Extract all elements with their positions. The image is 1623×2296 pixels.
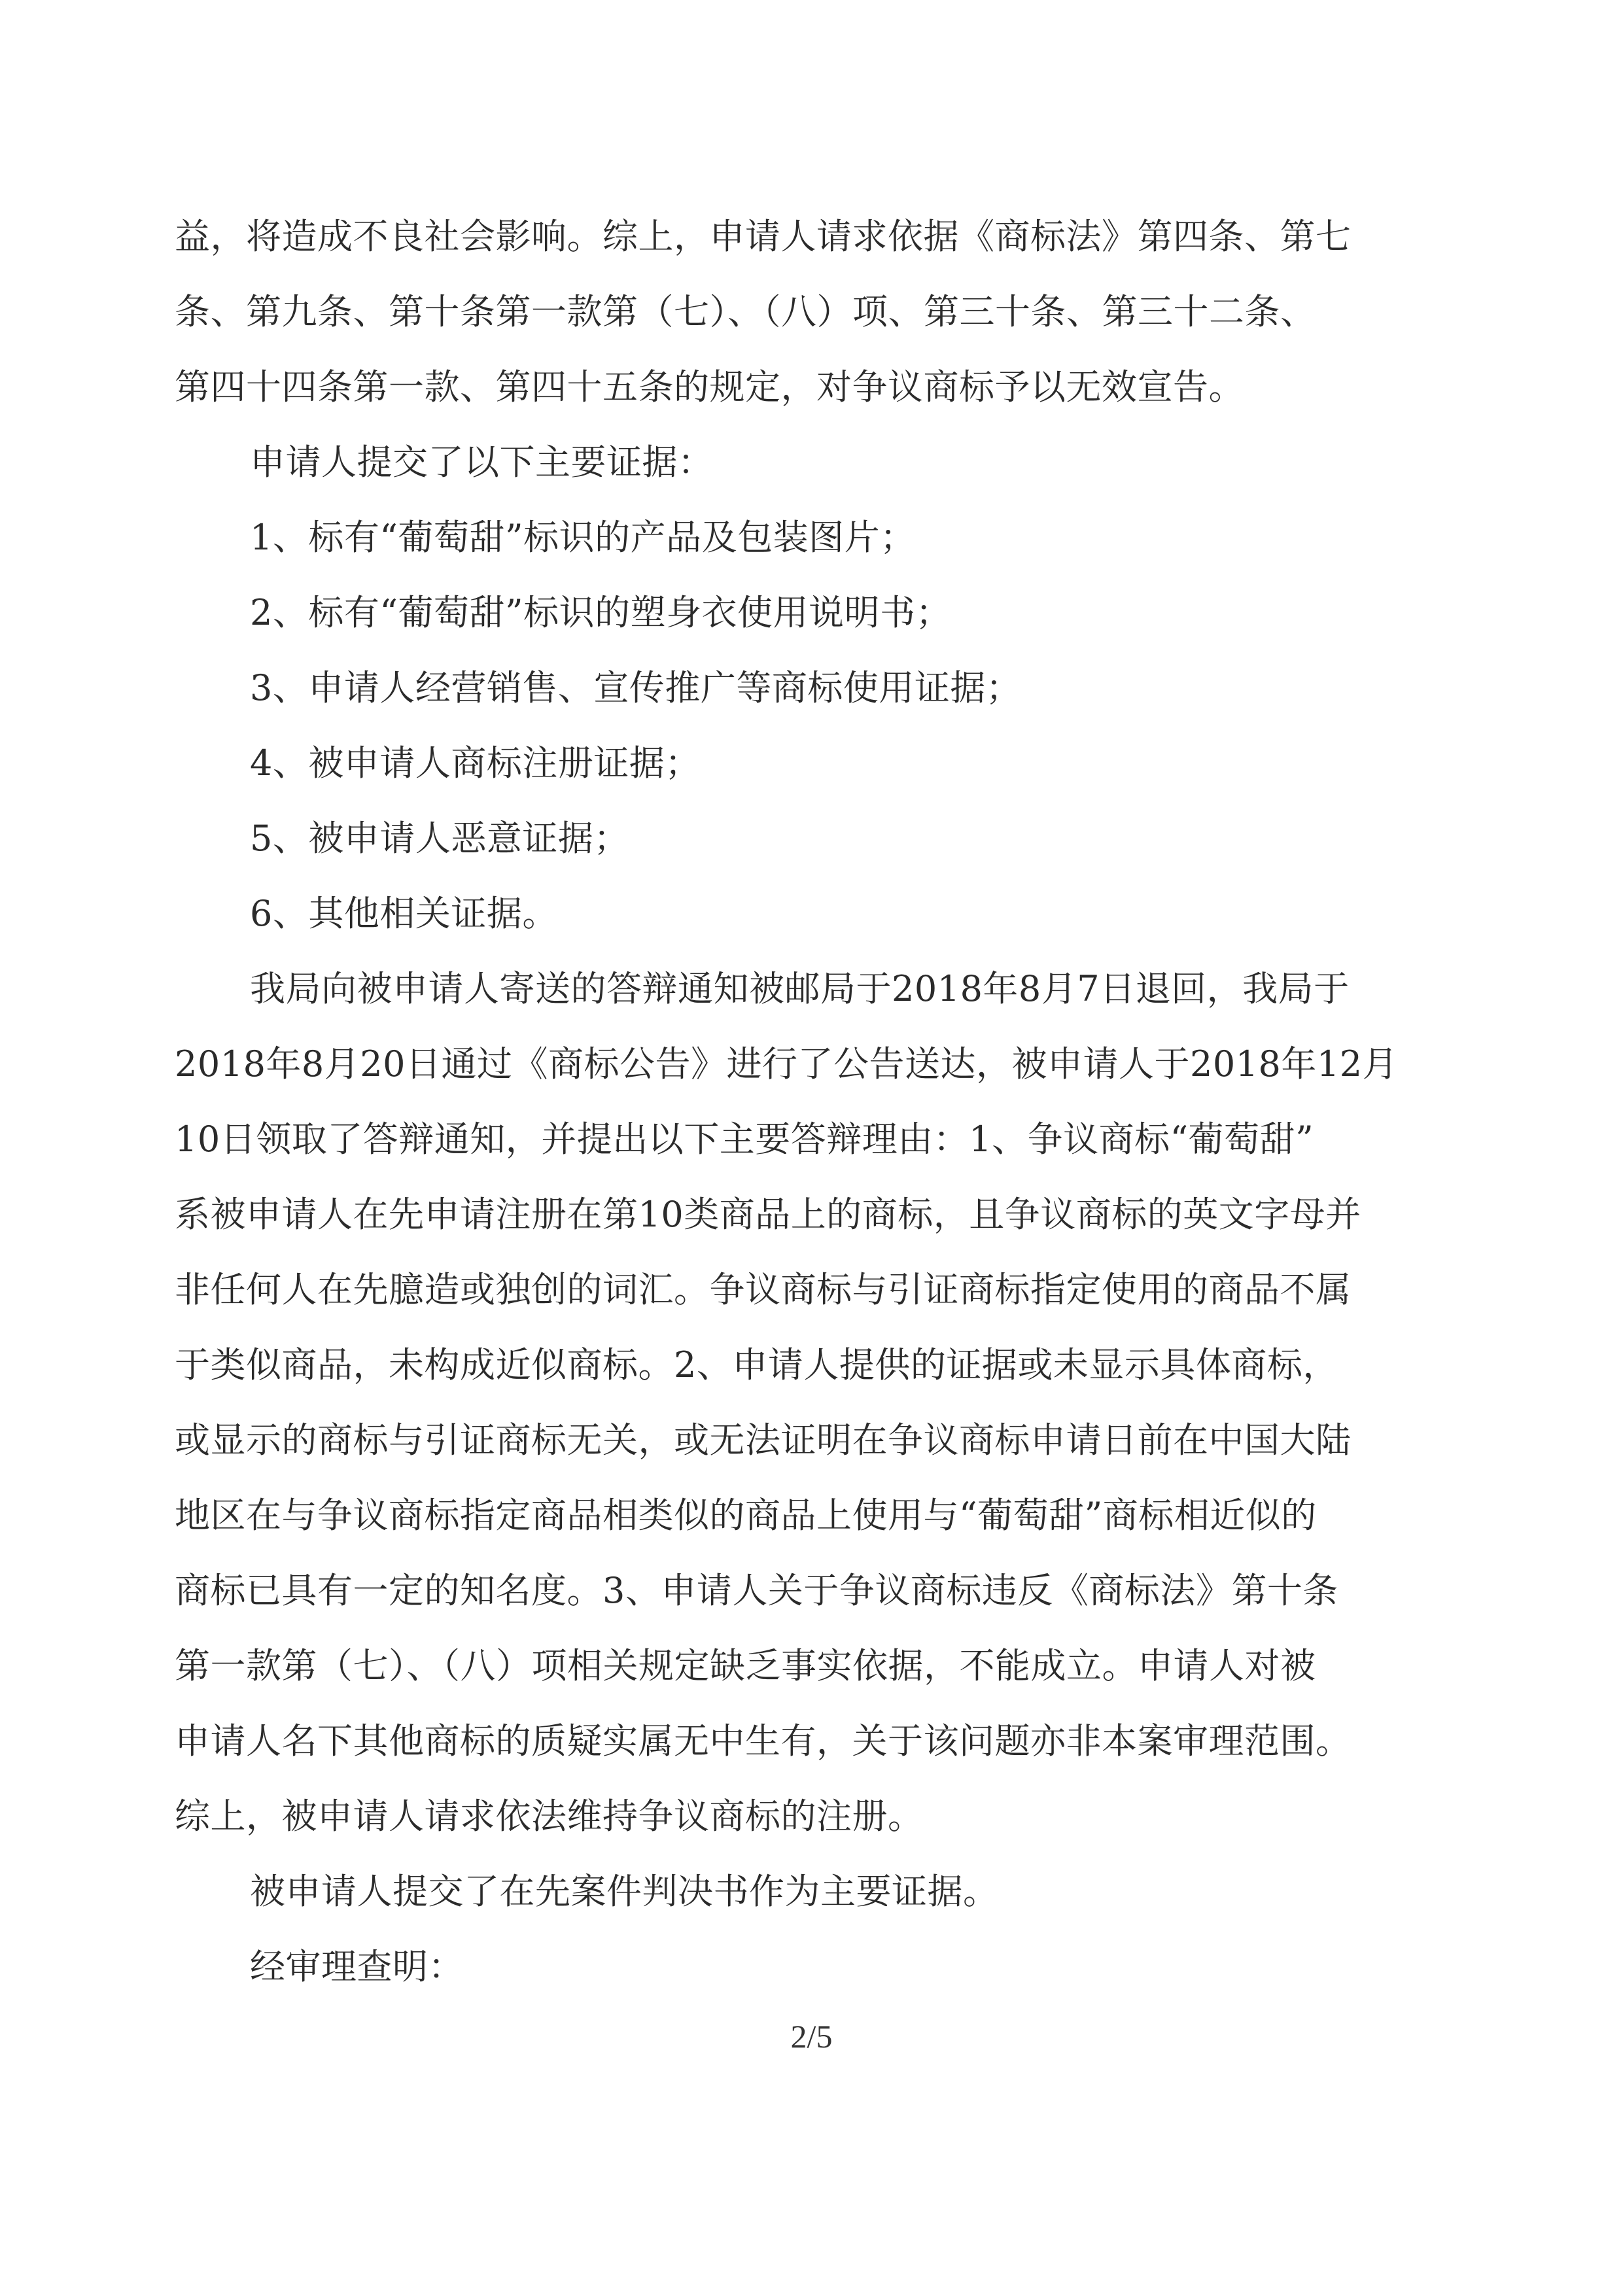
text-line: 条、第九条、第十条第一款第（七）、（八）项、第三十条、第三十二条、 xyxy=(175,291,1316,332)
text-line: 系被申请人在先申请注册在第10类商品上的商标，且争议商标的英文字母并 xyxy=(175,1194,1361,1235)
text-line: 申请人提交了以下主要证据： xyxy=(250,442,714,483)
section-heading: 经审理查明： xyxy=(250,1946,464,1987)
text-line: 非任何人在先臆造或独创的词汇。争议商标与引证商标指定使用的商品不属 xyxy=(175,1269,1352,1310)
text-line: 第一款第（七）、（八）项相关规定缺乏事实依据，不能成立。申请人对被 xyxy=(175,1645,1316,1686)
evidence-item: 5、被申请人恶意证据； xyxy=(250,818,629,859)
text-line: 2018年8月20日通过《商标公告》进行了公告送达，被申请人于2018年12月 xyxy=(175,1043,1399,1085)
text-line: 或显示的商标与引证商标无关，或无法证明在争议商标申请日前在中国大陆 xyxy=(175,1419,1352,1461)
text-line: 第四十四条第一款、第四十五条的规定，对争议商标予以无效宣告。 xyxy=(175,366,1244,408)
text-line: 我局向被申请人寄送的答辩通知被邮局于2018年8月7日退回，我局于 xyxy=(250,968,1350,1009)
text-line: 商标已具有一定的知名度。3、申请人关于争议商标违反《商标法》第十条 xyxy=(175,1570,1338,1611)
text-line: 益，将造成不良社会影响。综上，申请人请求依据《商标法》第四条、第七 xyxy=(175,216,1352,257)
text-line: 10日领取了答辩通知，并提出以下主要答辩理由：1、争议商标“葡萄甜” xyxy=(175,1119,1314,1160)
text-line: 地区在与争议商标指定商品相类似的商品上使用与“葡萄甜”商标相近似的 xyxy=(175,1495,1317,1536)
evidence-item: 3、申请人经营销售、宣传推广等商标使用证据； xyxy=(250,667,1022,708)
evidence-item: 6、其他相关证据。 xyxy=(250,893,558,934)
evidence-item: 1、标有“葡萄甜”标识的产品及包装图片； xyxy=(250,517,916,558)
text-line: 于类似商品，未构成近似商标。2、申请人提供的证据或未显示具体商标， xyxy=(175,1344,1338,1385)
page-number: 2/5 xyxy=(790,2018,833,2055)
evidence-item: 2、标有“葡萄甜”标识的塑身衣使用说明书； xyxy=(250,592,952,633)
evidence-item: 4、被申请人商标注册证据； xyxy=(250,742,701,784)
text-line: 被申请人提交了在先案件判决书作为主要证据。 xyxy=(250,1871,999,1912)
text-line: 申请人名下其他商标的质疑实属无中生有，关于该问题亦非本案审理范围。 xyxy=(175,1720,1352,1762)
text-line: 综上，被申请人请求依法维持争议商标的注册。 xyxy=(175,1796,924,1837)
